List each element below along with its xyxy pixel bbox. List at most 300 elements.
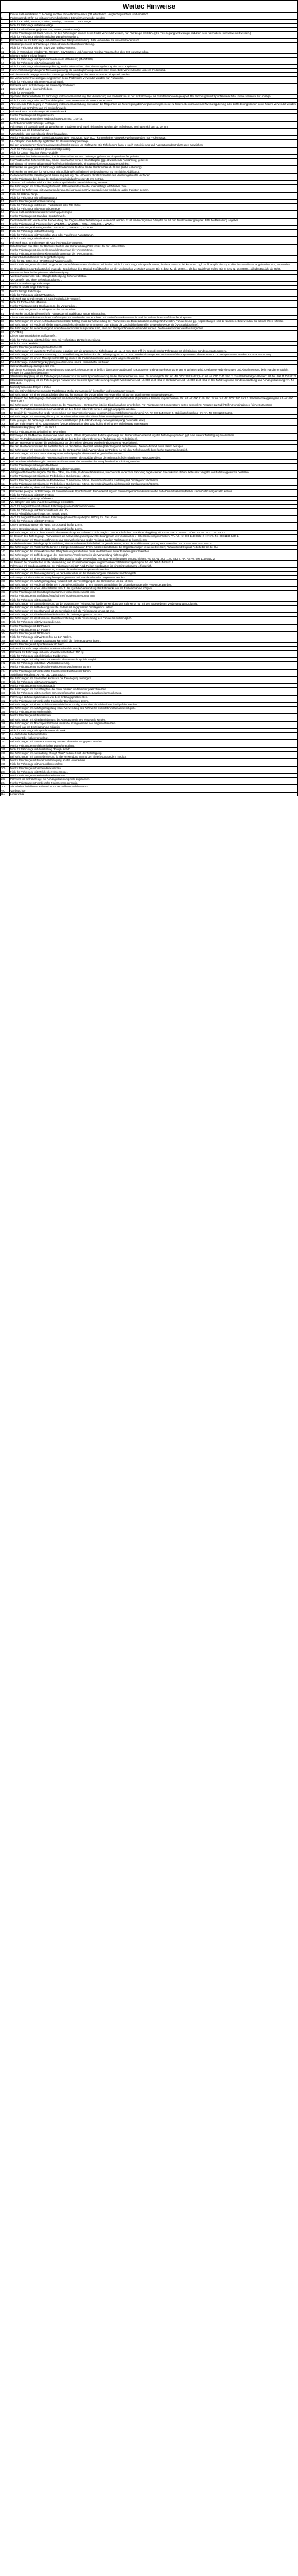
hint-number: 153 xyxy=(1,591,10,594)
hint-text: Nur Vorderachse höhenverstellbar, für die Hinterachse werden Tieferlegungsfedern und Sportdämpfer geliefert. xyxy=(10,154,298,158)
hint-text: Nur für Fahrzeuge mit Sportfahrwerk ab Werk. xyxy=(10,643,298,646)
hints-table-body xyxy=(1,13,298,796)
hint-text: Bei Fahrzeugen mit Motor-Sportfahrwerk und Spurverbreiterung ist der Freigang zu den Radhäusern zu kontrollieren. xyxy=(10,538,298,542)
hint-number: 112 xyxy=(1,437,10,440)
hint-number: 200 xyxy=(1,766,10,770)
hint-text: Bei Fahrzeugen mit Vorderachsfederträger/Dämpferkombination 47mm müssen zum Einbau die Originaldomlagerteller verwendet werden (TÜV-Einzelabnahme). xyxy=(10,323,298,326)
hint-text: VA-Dämpfer sind ohne Befestigungsflansch. xyxy=(10,278,298,282)
hint-row xyxy=(1,353,298,357)
hint-number: 159 xyxy=(1,613,10,617)
hint-text: Fahrwerk nicht für Fahrzeuge mit Sportfahrwerk. xyxy=(10,110,298,114)
hint-number: 162 xyxy=(1,624,10,628)
hint-number: 148 xyxy=(1,572,10,575)
hint-text: Fahrwerke nur für Fahrzeuge mit elektronischer Dämpfereinstellung. Bitte verwenden Sie unseren Federnsatz. xyxy=(10,39,298,43)
hint-text: Bei der Hinterachsfederung im Hinterachsrahmen müssen die Stoßdämpfer an den Hinterachsfedermitnehmern versetzt werden. xyxy=(10,456,298,459)
hint-text: Bei den HA-Federn müssen die Lochabstände an den Tellern überprüft werden (Fahrzeuge mit Federbeinen). xyxy=(10,440,298,444)
hint-text: Bei Einbau mit serienmäßigen Rad-/Reifenkombinationen wird ein Spurverbreiterungssatz empfohlen. xyxy=(10,162,298,166)
hint-text: Nicht für Fahrzeuge mit elektrischer Parkbremse. xyxy=(10,654,298,657)
hint-text: Fahrzeuge mit V6-Motoren haben vorne einen um ca. 20mm abgesenkten Fahrzeugschwerpunkt. Daher ist bei Verwendung der Tieferlegungsfedern ggf. eine höhere Tieferlegung zu erwarten. xyxy=(10,433,298,437)
hint-text: Nicht für Fahrzeuge mit Klimaanlage. xyxy=(10,24,298,27)
hint-text: Bei Fahrzeugen mit elektronischer Dämpferverstellung ist die Verwendung des Fahrwerks nicht möglich. xyxy=(10,617,298,620)
hint-text: Nur für Fahrzeuge mit Frontantrieb. xyxy=(10,714,298,718)
hint-number: 83 xyxy=(1,319,10,323)
hint-number: 157 xyxy=(1,605,10,609)
hint-number: 130 xyxy=(1,504,10,508)
hint-number: 28 xyxy=(1,114,10,117)
hint-number: 168 xyxy=(1,646,10,650)
hint-text: Fahrzeuge mit elektronischer Dämpferregelung müssen auf Standarddämpfer umgerüstet werden. xyxy=(10,575,298,579)
hint-text: Nur für Allradfahrzeuge (4WD, 4x4, 4Matic usw.). xyxy=(10,512,298,515)
hint-text: Nur für Fahrzeuge mit einem Kleinmodulmotoren an der VA von 55mm. xyxy=(10,252,298,256)
hint-text: Nur für Fahrzeuge mit Hinterachs-Federbeinen Durchmesser 50mm. Gewindefahrwerke. Lieferung mit Domlagern 240/250mm. xyxy=(10,478,298,482)
hint-text: Stabilisator-Kopplung ist am Tieferlegungs-Fahrwerk nur mit einer Spurverbreiterung an der Vorderachse von mind. 20 mm möglich: SA: Art.-Nr. 000 1140 Satz 2; HA: Art.-Nr. 000 1140 Satz 2. Zusatzliche Felgen / Reifen: Art.-Nr. 000 1140 Satz 2. xyxy=(10,375,298,379)
hint-text: Nur für Fahrzeuge, bei denen der Stoßdämpferhalsdurchmesser 45 mm beträgt. xyxy=(10,177,298,180)
hint-number: 77 xyxy=(1,296,10,300)
hint-number: 64 xyxy=(1,248,10,252)
hint-text: Bei Fahrzeugen mit Spurverbreiterung an der Vorderachse / Hinterachse ist die Verwendung des Fahrwerks nur mit den angegebenen Verbreiterungen zulässig. xyxy=(10,601,298,605)
hint-number: 155 xyxy=(1,598,10,601)
hint-text: Nicht für Fahrzeuge mit Verbundlenkerachse. xyxy=(10,762,298,766)
hint-number: 106 xyxy=(1,414,10,418)
hint-text: Nicht für Fahrzeuge mit Serien-Sportfahrwerk. xyxy=(10,80,298,83)
hint-text: Um bei maximaler Tieferlegung die Einhaltung der normalen Fahrbahnfreiheit zu gewährleisten, muss die Stabilisator-Kopplung ersetzt werden: VA: Art.-Nr. 000 1140 Satz 2. xyxy=(10,542,298,546)
hint-number: 23 xyxy=(1,95,10,98)
hint-number: 202 xyxy=(1,773,10,777)
hint-number: 101 xyxy=(1,392,10,396)
hint-text: Im Bereich des Tieferlegungs-Fahrwerks ist die Verwendung von Spurverbreiterungen an der Vorderachse / Hinterachse vorgeschrieben: VA: Art.-Nr. 000 1140 Satz 2; HA: Art.-Nr. 000 1140 Satz 2. xyxy=(10,534,298,538)
hint-number: 165 xyxy=(1,635,10,639)
hint-number: 59 xyxy=(1,230,10,233)
page-title: Weitec Hinweise xyxy=(0,0,298,12)
hint-text: Dieser Satz enthält keine vorderen Stoßdämpfer. Es werden die Vorderachsen mit Serienfahrwerk verwendet und die vorhandenen Stoßdämpfer eingesetzt. xyxy=(10,315,298,319)
hint-number: 116 xyxy=(1,452,10,456)
hint-text: Fahrwerk nur mit Einzelabnahme. xyxy=(10,128,298,132)
hint-number: 158 xyxy=(1,609,10,613)
hint-text: Nicht für Fahrzeuge mit "Schlechte Weg oder Fun-/Cross-Ausstattung". xyxy=(10,233,298,237)
hint-text: Im Bereich der Vorderachse ist die Verwendung von Spurverbreiterungen vorgeschrieben: Stabilisatorkopplung mit Art.-Nr. 000 1140 Satz 2. xyxy=(10,560,298,564)
hint-number: 177 xyxy=(1,680,10,683)
hint-number: 60 xyxy=(1,233,10,237)
hint-number: 100 xyxy=(1,389,10,392)
hint-row xyxy=(1,379,298,385)
hint-number: 32 xyxy=(1,128,10,132)
hint-number: 95 xyxy=(1,364,10,368)
hint-text: Nur für Fahrzeuge mit einem Kleinmodulmotoren an der VA von 50mm. xyxy=(10,248,298,252)
hint-row xyxy=(1,397,298,403)
hint-text: Nicht für Turbo- / DSL-Motoren. xyxy=(10,301,298,304)
hint-number: 123 xyxy=(1,478,10,482)
hint-text: Auch für aufgesetzte und schwere Fahrzeuge (Gewichtsangabe) bis 2800kg zul. Ges.-Gew. xyxy=(10,516,298,519)
hint-text: Nicht für Fahrzeuge mit ESP-System. xyxy=(10,519,298,523)
hint-number: 172 xyxy=(1,662,10,665)
hint-text: Im Bereich der Vorderachse ist die Verwendung von Spurverbreiterungen vorgeschrieben: Stabilisatorkopplung mit Art.-Nr. 000 1140 Satz 2, Stabilisatorkopplung HA: Art.-Nr. 000 1140 Satz 2. xyxy=(10,411,298,414)
hint-number: 11 xyxy=(1,50,10,53)
hint-text: Nur für Fahrzeuge mit 17" Rädern. xyxy=(10,628,298,631)
hint-number: 117 xyxy=(1,456,10,459)
hint-number: 160 xyxy=(1,617,10,620)
hint-number: 107 xyxy=(1,419,10,422)
hint-text: Nur für Fahrzeuge mit ab Fabrik eingebauter Serienfahrwerks-Rad-/Reifen-Kombination. Nicht für Fahrzeuge mit Sportfahrwerk, da diese sonst zu tief kommen. Ggf. Stoßdämpfer des Typs, die über Stabilisator angebunden sind, verwenden. xyxy=(10,263,298,267)
hint-text: Nur für Fahrzeuge ab Fahrgestellnr.: WV1ZZZ..., WV2ZZZ..., W0L..., W0L000..., WVW... xyxy=(10,222,298,225)
hint-text: Hinterachs-Stoßdämpfer mit Auge/Befestigung. xyxy=(10,256,298,259)
hint-number: 147 xyxy=(1,568,10,572)
hint-text: Im Bereich des Tieferlegungs-Fahrwerks ist die Verwendung von Spurverbreiterungen an der Vorderachse (Spurweite + 20 mm) vorgeschrieben: VA: Art.-Nr. 000 1140 Satz 2 / HA: Art.-Nr. 000 1140 Satz 2. Stabilisator-Kopplung mit Art.-Nr. 000 1140 Satz 2. xyxy=(10,397,298,403)
hint-number: 27 xyxy=(1,110,10,114)
hint-number: 183 xyxy=(1,702,10,706)
hint-number: 186 xyxy=(1,714,10,718)
hint-text: Bei diesem Fahrzeugtyp muss das Fahrzeug (Tieferlegung) an der Hinterachse neu eingestellt werden. xyxy=(10,72,298,76)
hint-text: Vorderachsfederteller oder Dämpferbefestigung höhenverstellbar. xyxy=(10,274,298,278)
hint-text: Untere Befestigungsöse mit Hülse. Ein Abstandring für 14mm. xyxy=(10,527,298,530)
hint-row xyxy=(1,319,298,323)
hint-text: Nur für Fahrzeuge mit 18" Rädern. xyxy=(10,631,298,635)
hint-text: Nur für Fahrzeuge mit 4 Domlagern an der Vorderachse. xyxy=(10,308,298,312)
hint-text: Bei Fahrzeugen mit Luftfederung sind die Federn mit angepassten Domlagern zu liefern. xyxy=(10,605,298,609)
hint-text: Auch für Fahrzeuge mit DSG (Direktschaltgetriebe). xyxy=(10,147,298,151)
hint-number: 30 xyxy=(1,121,10,125)
hint-number: 180 xyxy=(1,691,10,695)
hint-text: Nicht für Fahrzeuge mit ESP-System. xyxy=(10,493,298,497)
hint-text: Fahrwerke nur geeignet für Fahrzeuge mit Federbeinaufnahme an der Vorderachse ab 45 mm (siehe Abbildung). xyxy=(10,166,298,170)
hint-number: 176 xyxy=(1,676,10,680)
hint-number: 10 xyxy=(1,46,10,50)
hint-text: VA-Dämpfer ohne Befestigungsbolzen für Stabilisatorkoppelstange. xyxy=(10,140,298,143)
hint-text: Nur für Fahrzeuge mit den Sportsitzausstattungen "SVCA/CB, TZD, DC0" können keine Fahrwerke verbaut werden, nur Federnsätze. xyxy=(10,136,298,140)
hint-text: Bei Fahrzeugen mit Anhängerkupplung reduziert sich die Tieferlegung an der Hinterachse um ca. 10 mm. xyxy=(10,579,298,583)
hint-number: 57 xyxy=(1,222,10,225)
hint-number: 3 xyxy=(1,20,10,24)
hint-text: Nur Vorderachse höhenverstellbar, für die Hinterachse werden Sportdämpfer (ggf. abweichende Ausführung) geliefert. xyxy=(10,159,298,162)
hint-text: Nicht für V6-Modelle. xyxy=(10,91,298,95)
hint-number: 154 xyxy=(1,594,10,598)
hint-text: Nur für Fahrzeuge mit Vorderachs-Federbeinen Durchmesser 50mm. xyxy=(10,665,298,669)
hint-number: 84 xyxy=(1,323,10,326)
hint-text: Nur für Fahrzeuge mit Vollausstattung. xyxy=(10,199,298,203)
hint-text: Bei Fahrzeugen mit Stoßdämpfern der Serie müssen die Dämpfer gekürzt werden. xyxy=(10,688,298,691)
hint-text: Bitte beachten Sie, dass der Radausschnitt an der Vorderachse größer ist als der der Hinterachse. xyxy=(10,244,298,248)
hint-number: 51 xyxy=(1,199,10,203)
hint-number: 71 xyxy=(1,274,10,278)
hint-text: (VARTEC) xyxy=(10,331,298,334)
hint-number: 122 xyxy=(1,474,10,478)
hint-text: Bei Fahrzeugen mit erweiterter Tieferlegung reduziert sich die angegebene Tieferlegung um ca. 10 mm. Dies trifft im besonderen für Fahrzeuge mit elektrischen Sonderausstattungen zu. xyxy=(10,349,298,353)
hint-text: Nicht für Fahrzeuge mit elektronischer Dämpfereinstellung. xyxy=(10,35,298,38)
hint-text: Bei Fahrzeugen mit EDC bzw. EDR ist die Verwendung des Fahrwerks nicht möglich. Vorderachsfedern: Stabilisatorkopplung mit Art.-Nr. 000 1140 Satz 2 / HA: Art.-Nr. 000 1140 Satz 2. xyxy=(10,530,298,534)
hint-number: 135 xyxy=(1,523,10,527)
hint-number: 16 xyxy=(1,69,10,72)
hint-text: Nicht für GL, GRM, GLI, GR/GRI und Wagenmodelle. xyxy=(10,259,298,263)
hint-number: 1 xyxy=(1,13,10,16)
hint-text: Nur für Fahrzeuge mit elektronischer Dämpferregelung. xyxy=(10,744,298,747)
hint-number: 144 xyxy=(1,557,10,560)
hint-number: 44 xyxy=(1,173,10,177)
hint-number: 41 xyxy=(1,162,10,166)
hint-number: 80 xyxy=(1,308,10,312)
hint-number: 151 xyxy=(1,583,10,586)
hint-number: 138 xyxy=(1,534,10,538)
hint-text: Nicht für Fahrzeuge mit V6 / 26V / 24V und 6G-Motoren. xyxy=(10,46,298,50)
hints-table xyxy=(0,12,298,796)
hint-number: 171 xyxy=(1,658,10,662)
hint-number: 204 xyxy=(1,781,10,785)
hint-number: 201 xyxy=(1,770,10,773)
hint-number: 104 xyxy=(1,407,10,411)
hint-text: Bei dieser Kombination ist die Verwendung von Spurverbreiterungen erforderlich, damit der Radabstand zu Karosserie und Fahrwerkskomponenten eingehalten wird. Geeignete Verbreiterungen und Abnahmen sind beim Händler erhältlich. Hinweis im Gutachten beachten! xyxy=(10,368,298,374)
hint-text: Fahrwerk für Fahrzeuge mit einer Vorderachslast bis 1100 kg. xyxy=(10,646,298,650)
hint-text: Nicht für Fahrzeuge mit Niveauregulierung an der Hinterachse. Eine Niveauregulierung wird nicht angeboten. xyxy=(10,65,298,69)
hint-number: 29 xyxy=(1,117,10,121)
hint-number: 78 xyxy=(1,301,10,304)
hint-text: Fahrzeuge mit Sportfahrwerk ab Werk können mit diesem Fahrwerk tiefergelegt werden, die Tieferlegung verringert sich um ca. 10 mm. xyxy=(10,125,298,128)
hint-text: Bei Fahrzeugen mit Vorderachsfederbein / Dämpferkombination 47mm müssen zum Einbau die Originaldomlager verwendet werden; Fahrwerk mit Original-Federteller an der HA. xyxy=(10,546,298,549)
hint-number: 69 xyxy=(1,267,10,270)
hint-text: Fahrwerk nur für Fahrzeuge mit Serienfahrwerk. xyxy=(10,106,298,109)
hint-text: Stabilisator-Kopplung ist am Tieferlegungs-Fahrwerk nur mit einer Spurverbreiterung möglich: Vorderachse: Art.-Nr. 000 1140 Satz 2; Hinterachse: Art.-Nr. 000 1140 Satz 2. Bei Fahrzeugen mit Sonderausstattung und Anhängerkupplung: Art.-Nr. 000 1140. xyxy=(10,379,298,385)
hints-page xyxy=(0,0,298,796)
hint-number: 56 xyxy=(1,218,10,222)
hint-text: Nicht für Fahrzeuge mit Allradantrieb. xyxy=(10,237,298,241)
hint-number: 36 xyxy=(1,143,10,147)
hint-text: Nur in Verbindung mit Sportfahrwerk. xyxy=(10,497,298,501)
hint-number: 17 xyxy=(1,72,10,76)
hint-number: 146 xyxy=(1,564,10,568)
hint-number: 131 xyxy=(1,508,10,512)
hint-number: VA xyxy=(1,789,10,792)
hint-number: 75 xyxy=(1,289,10,293)
hint-text: Bei Fahrzeugen mit Spurverbreiterung müssen die Radschrauben getauscht werden. xyxy=(10,568,298,572)
hint-number: 63 xyxy=(1,244,10,248)
hint-number: 26 xyxy=(1,106,10,109)
hint-number: 33 xyxy=(1,132,10,136)
hint-number: 38 xyxy=(1,151,10,154)
hint-number: 127 xyxy=(1,493,10,497)
hint-text: Bei Fahrzeugen mit Sonderausstattung müssen die Federn angepasst werden. xyxy=(10,740,298,744)
hint-text: Nur für Fahrzeuge mit 2 Domlagern an der Vorderachse. xyxy=(10,304,298,308)
hint-text: Geänderter Satz für Fahrzeuge mit Niveauregulierung. Die Höhe wird durch Einstellen des Niveauregelventils verändert. xyxy=(10,173,298,177)
hint-text: Nicht für Fahrzeuge mit Mehrlenker-Hinterachse. xyxy=(10,770,298,773)
hint-text: Stabilisator-Kopplung: Art.-Nr. 000 1140 Satz 2. xyxy=(10,673,298,676)
hint-number: 14 xyxy=(1,61,10,65)
hint-number: 94 xyxy=(1,360,10,364)
hint-row xyxy=(1,403,298,407)
hint-number: 46 xyxy=(1,181,10,185)
hint-text: Nur für Fahrzeuge mit zylindrischen HA-Federn. xyxy=(10,430,298,433)
hint-number: 197 xyxy=(1,755,10,759)
hint-number: 22 xyxy=(1,91,10,95)
hint-text: Nicht für Fahrzeuge mit Xenonlicht-Scheinwerfern ohne automatische Leuchtweitenregulierung. xyxy=(10,691,298,695)
hint-row xyxy=(1,375,298,379)
hint-text: Fahrwerke geeignet für Fahrzeuge mit Serienfahrwerk; Sportfahrwerk. Bei Verwendung von Serien-/Sportfahrwerk müssen die Federbeinaufnahmen (Einbau siehe Gutachten) ersetzt werden. xyxy=(10,490,298,493)
hint-number: 178 xyxy=(1,684,10,688)
hint-text: Nicht für Fahrzeuge mit Panoramadach. xyxy=(10,680,298,683)
hint-text: Nicht für Fahrzeuge mit Luftfederung. xyxy=(10,230,298,233)
hint-text: Nur für Fahrzeuge mit langem Radstand. xyxy=(10,463,298,467)
hint-number: 6 xyxy=(1,31,10,35)
hint-text: Nur für Fahrzeuge mit Mehrlenker-Hinterachse. xyxy=(10,773,298,777)
hint-text: Bei Fahrzeugen mit ABS muss eine separate Befestigung für die ABS-Kabel geschaffen werden. xyxy=(10,452,298,456)
hint-number: 198 xyxy=(1,759,10,762)
hint-number: 20 xyxy=(1,83,10,87)
hint-text: Fahrwerk-Lieferung ohne Stabilisatorkoppelstangen. xyxy=(10,485,298,489)
hint-number: 193 xyxy=(1,740,10,744)
hint-number: 190 xyxy=(1,729,10,733)
hint-number: 203 xyxy=(1,778,10,781)
hint-text: Nur für Fahrzeuge mit Vorderachs-Federbeinen Durchmesser 55mm. xyxy=(10,669,298,673)
hint-text: Satz umfasst Koppelstangen 420 mm. xyxy=(10,364,298,368)
hint-number: 141 xyxy=(1,546,10,549)
hint-number: 91 xyxy=(1,349,10,353)
hint-number: 164 xyxy=(1,631,10,635)
hint-number: 140 xyxy=(1,542,10,546)
hint-number: 88 xyxy=(1,338,10,341)
hint-number: 40 xyxy=(1,159,10,162)
hint-text: Nur für Fahrzeuge mit Stoßdämpferaufnahme / Vorderachse von 51 mm. xyxy=(10,591,298,594)
hint-number: 72 xyxy=(1,278,10,282)
hint-text: Achsgewicht/Gewichtsangabe: Der SA-, GBV-, Six-Stahl-, Rahmenstabilisatoren, welche nicht in der zum Fahrzeug zugelassenen Spezifikation stehen, bitte unter Vorgabe der Fahrzeuggewichte bestellen. xyxy=(10,471,298,474)
hint-text: Nicht für Fahrzeuge mit Tonnenleisten an der HA. xyxy=(10,508,298,512)
hint-text: Nicht für Fahrzeuge mit Modelljahr 2004 mit verfestigten 16" Serienbereifung. xyxy=(10,338,298,341)
hint-number: 187 xyxy=(1,718,10,721)
hint-number: 98 xyxy=(1,379,10,385)
hint-number: 54 xyxy=(1,211,10,214)
hint-text: Bei Fahrzeugen mit Allradantrieb muss die Achsgeometrie neu eingestellt werden. xyxy=(10,718,298,721)
hint-number: 19 xyxy=(1,80,10,83)
hint-number: 67 xyxy=(1,259,10,263)
hint-number: 47 xyxy=(1,185,10,188)
hint-text: Fahrwerk für Fahrzeuge mit Niveauregulierung. Bei vorhandener Niveauregulierung wird diese außer Funktion gesetzt. xyxy=(10,188,298,192)
hint-row xyxy=(1,792,298,796)
hint-number: 199 xyxy=(1,762,10,766)
hint-number: 205 xyxy=(1,785,10,789)
hint-number: 145 xyxy=(1,560,10,564)
hint-number: 87 xyxy=(1,334,10,338)
hint-text: Bei Fahrzeugen mit einer Hinterachslast über 1100 kg ist die Verwendung des Fahrwerks nur mit Einzelabnahme möglich. xyxy=(10,587,298,591)
hint-text: Bei vorhandener Niveauregulierung können keine Federsätze verwendet werden, nur Fahrwerke. xyxy=(10,76,298,80)
hint-text: Nicht für "SVR" Modelle. xyxy=(10,341,298,345)
hint-number: 66 xyxy=(1,256,10,259)
hint-number: 24 xyxy=(1,98,10,102)
hint-number: 79 xyxy=(1,304,10,308)
hint-number: 136 xyxy=(1,527,10,530)
hint-number: 73 xyxy=(1,282,10,286)
hint-text: Fahrwerk nicht für Fahrzeuge mit ABS (Anti-Blockier-System). xyxy=(10,241,298,244)
hint-number: 15 xyxy=(1,65,10,69)
hint-text: Bei Fahrzeugen mit Vorderachsfederbein / Dämpferkombination 47mm müssen zum Einbau die Originaldomlagerteller verwendet werden. xyxy=(10,583,298,586)
hint-number: 170 xyxy=(1,654,10,657)
hint-text: Nur mit passenden Felgen / Reifen. xyxy=(10,385,298,389)
hint-text: Fahrzeuge ab Modelljahr müssen vor dem Einbau geprüft werden. xyxy=(10,695,298,699)
hint-text: Nicht für Fahrzeuge mit Vollausstattung. xyxy=(10,196,298,199)
hint-number: 86 xyxy=(1,331,10,334)
hint-text: Fahrwerk nur mit Einzelabnahme zulässig. xyxy=(10,725,298,728)
hint-number: 45 xyxy=(1,177,10,180)
hint-text: Nicht für Fahrzeuge mit Automatikgetriebe. xyxy=(10,207,298,211)
hint-number: 134 xyxy=(1,519,10,523)
hint-number: 35 xyxy=(1,140,10,143)
hint-number: 125 xyxy=(1,485,10,489)
hint-number: 48 xyxy=(1,188,10,192)
hint-number: 68 xyxy=(1,263,10,267)
hint-text: Bei Fahrzeugen mit einer Vorderachslast über 1050 kg ist die Verwendung von Spurverbreiterungen vorgeschrieben: VA: Art.-Nr. 000 1140 Satz 2; HA: Art.-Nr. 000 1140 Satz 2. xyxy=(10,557,298,560)
hint-text: Bei Fahrzeugen mit adaptivem Fahrwerk ist die Verwendung nicht möglich. xyxy=(10,658,298,662)
hint-text: Bei Fahrzeugen mit Sportfahrwerk ab Werk reduziert sich die Tieferlegung um ca. 10 mm. xyxy=(10,609,298,613)
hint-number: 102 xyxy=(1,397,10,403)
hint-text: Nur für Fahrzeuge mit Panoramadach. xyxy=(10,684,298,688)
hint-text: Nicht für Allradfahrzeuge (4WD, 4x4, 4Matic, 4Motion usw.) xyxy=(10,27,298,31)
hint-number: 196 xyxy=(1,751,10,755)
hint-number: 175 xyxy=(1,673,10,676)
hint-number: 118 xyxy=(1,459,10,463)
hint-text: Fahrwerke nur geeignet für Fahrzeuge mit Stoßdämpferaufnahme / Vorderachse von 51 mm (siehe Abbildung). xyxy=(10,170,298,173)
hint-number: 108 xyxy=(1,422,10,426)
hint-text: Bei Fahrzeugen die mit elektronischen Dämpfern ausgestattet sind muss die Elektronik außer Funktion gesetzt werden. xyxy=(10,549,298,553)
hint-number: 128 xyxy=(1,497,10,501)
hint-text: Bei Fahrzeugen mit Schlechtwegefahrwerk: Bitte verwenden Sie die unter Anfrage erhältlichen Teile. xyxy=(10,185,298,188)
hint-number: 65 xyxy=(1,252,10,256)
hint-text: Fahrwerke (Stoßdämpfer) nicht für Fahrzeuge mit Stabilisator an der Hinterachse. xyxy=(10,312,298,315)
hint-text: Bei den VA-Federn müssen die Lochabstände an den Tellern überprüft werden und ggf. angepasst werden. xyxy=(10,407,298,411)
hint-number: 195 xyxy=(1,747,10,751)
hint-number: 142 xyxy=(1,549,10,553)
hint-text: Bei den Fahrzeugen mit G, 6062-Motoren (Vorderachsgewicht über 1150 kg) ist eine höhere Tieferlegung zu erwarten. xyxy=(10,422,298,426)
hint-number: 124 xyxy=(1,482,10,485)
hint-text: Nicht für Cabrio / Targa. xyxy=(10,192,298,196)
hint-number: 179 xyxy=(1,688,10,691)
hint-number: 185 xyxy=(1,710,10,714)
hint-text: Bei den VA-Federn müssen die Lochabstände an den Tellern überprüft werden (Fahrzeuge mit Federbeinen). xyxy=(10,437,298,440)
hint-row xyxy=(1,267,298,270)
hint-text: Nicht für CTI/GTI/GLI/ETS/DSG-Modelle. xyxy=(10,151,298,154)
hint-text: Nur für Fahrzeuge mit Einzelradaufhängung an der Hinterachse. xyxy=(10,759,298,762)
hint-number: 55 xyxy=(1,214,10,218)
hint-row xyxy=(1,263,298,267)
hint-text: Bei Fahrzeugen mit einem Achslastunterschied über 100 kg muss zur Verwendung der Fahrwerke eine Einzelabnahme durchgeführt werden. Fahrwerk und ggf. Koppelstangen sind zu tauschen. Bitte wenden Sie sich an Ihren Händler. xyxy=(10,319,298,323)
hint-number: 149 xyxy=(1,575,10,579)
hint-text: Nur für Fahrzeuge bis 2,3l Diesel oder Turbodiesel-Motoren. xyxy=(10,467,298,471)
hint-text: Bei Fahrzeugen mit einer Vorderachslast über 950 kg muss an der Vorderachse ein Federteller mit 60 mm Durchmesser verwendet werden. xyxy=(10,392,298,396)
hint-number: 43 xyxy=(1,170,10,173)
hint-text: Nicht für Fahrzeuge mit Audi magnetic ride. xyxy=(10,61,298,65)
hint-number: 85 xyxy=(1,327,10,331)
hint-number: 92 xyxy=(1,353,10,357)
hint-text: Die max. zul. Achslast wird auf dem Fahrzeugschein der Lasterleichterung vermerkt. xyxy=(10,181,298,185)
hint-text: Bei Fahrzeugen mit Allradantrieb reduziert sich die Tieferlegung um ca. 10 mm. xyxy=(10,613,298,617)
hint-text: Fahrwerk nicht für Fahrzeuge mit Serien-Sportfahrwerk. xyxy=(10,83,298,87)
hint-text: Bei Fahrzeugen mit Spurverbreiterungen an der Hinterachse ist die Verwendung der Federn nur mit den Tieferlegungsfedern (siehe Gutachten) möglich. xyxy=(10,448,298,452)
hint-text: Federnsatz dient für nur mit ausreichend gekürzten Dämpfern verwendet werden. xyxy=(10,16,298,20)
hint-text: Fahrwerk ist für Fahrzeuge mit Anhängerkupplung nicht zugelassen. xyxy=(10,778,298,781)
hint-number: 53 xyxy=(1,207,10,211)
hint-text: Nicht für Fahrzeuge mit Sport-Fahrwerk oder Luftfederung (4MOTION). xyxy=(10,57,298,61)
hint-number: 156 xyxy=(1,601,10,605)
hint-text: Nicht für Fahrzeuge mit Sportfahrwerk ab Werk. xyxy=(10,729,298,733)
hint-text: Bei Fahrzeugen mit einem Motorgewicht >300 kg können die Federn hinten und auch vorne abgesenkt werden. xyxy=(10,357,298,360)
hint-text: Bei Fahrzeugen mit Niveauregulierung an der Hinterachse ist die Verwendung des Fahrwerks nicht möglich. xyxy=(10,572,298,575)
hint-number: 8 xyxy=(1,39,10,43)
hint-number: 174 xyxy=(1,669,10,673)
hint-text: Nur für Fahrzeuge mit einer Vorderachslast von max. 1100 kg. xyxy=(10,117,298,121)
hint-text: Nur für Fahrzeuge mit Heckantrieb. xyxy=(10,710,298,714)
hint-number: 39 xyxy=(1,154,10,158)
hint-text: Nur für Fahrzeuge mit Vorderachs-Federbeinen der Serie. xyxy=(10,781,298,785)
hint-number: 167 xyxy=(1,643,10,646)
hint-number: 42 xyxy=(1,166,10,170)
hint-number: 110 xyxy=(1,430,10,433)
hint-text: Dieser Satz enthält kein TÜV-Teilegutachten. Eine Abnahme nach §21 erforderlich. Vergleichsgutachten sind erhältlich. xyxy=(10,13,298,16)
hint-text: Fahrzeuge mit Sonderausstattung. Bei Fahrzeugen mit 16" Rad-/Reifen-Kombination ist eine Einzelabnahme erforderlich. xyxy=(10,564,298,568)
hint-number: 129 xyxy=(1,501,10,504)
hint-text: Bei Fahrzeugen die serienmäßig mit einem Niveaudämpfer ausgestattet sind, kann nur das Sportfahrwerk verwendet werden. Die Niveaudämpfer werden ausgebaut. xyxy=(10,327,298,331)
